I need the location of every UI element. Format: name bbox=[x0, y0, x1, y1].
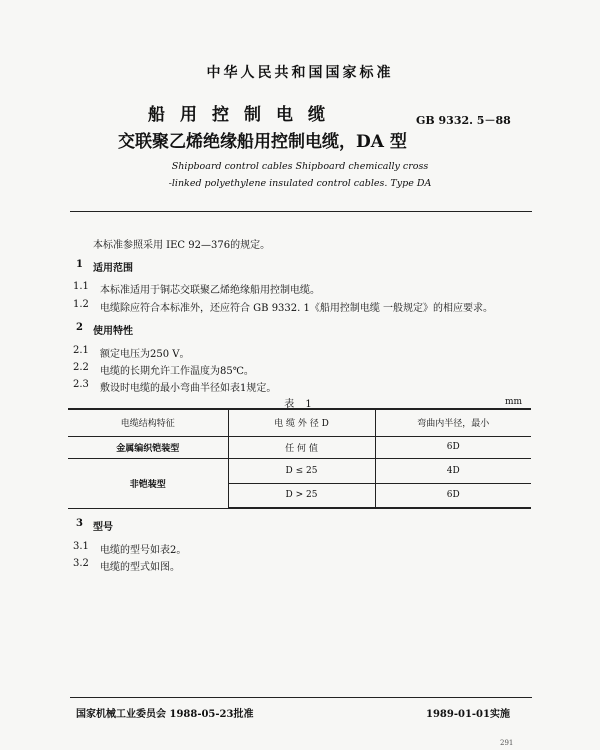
bending-radius-table bbox=[68, 408, 531, 509]
table-cell: D > 25 bbox=[228, 483, 375, 508]
clause-text: 额定电压为250 V。 bbox=[100, 349, 190, 360]
section-number: 3 bbox=[76, 518, 83, 529]
section-title: 适用范围 bbox=[93, 263, 133, 274]
issuing-org-heading: 中华人民共和国国家标准 bbox=[206, 65, 394, 81]
clause-text: 电缆的型式如图。 bbox=[100, 562, 180, 573]
table-header-cell: 弯曲内半径，最小 bbox=[375, 409, 531, 436]
english-title-line-1: Shipboard control cables Shipboard chemically cross bbox=[171, 161, 429, 172]
clause-number: 2.2 bbox=[73, 362, 89, 373]
clause-text: 电缆的长期允许工作温度为85℃。 bbox=[100, 366, 254, 377]
clause-text: 电缆除应符合本标准外，还应符合 GB 9332. 1《船用控制电缆 一般规定》的相应要求。 bbox=[100, 303, 494, 314]
document-title-line-2: 交联聚乙烯绝缘船用控制电缆，DA 型 bbox=[118, 132, 407, 152]
clause-number: 1.1 bbox=[73, 281, 89, 292]
table-row bbox=[68, 436, 531, 458]
clause-number: 1.2 bbox=[73, 299, 89, 310]
standard-number: GB 9332. 5－88 bbox=[416, 114, 511, 127]
approval-date: 国家机械工业委员会 1988-05-23批准 bbox=[76, 709, 254, 720]
table-cell: 非铠装型 bbox=[68, 458, 228, 508]
table-cell: 6D bbox=[375, 483, 531, 508]
header-divider bbox=[70, 211, 532, 212]
table-header-cell: 电缆结构特征 bbox=[68, 409, 228, 436]
section-title: 使用特性 bbox=[93, 326, 133, 337]
english-title-line-2: -linked polyethylene insulated control cables. Type DA bbox=[168, 178, 432, 189]
table-caption: 表 1 bbox=[284, 399, 316, 410]
clause-number: 2.3 bbox=[73, 379, 89, 390]
table-unit: mm bbox=[505, 397, 523, 407]
table-cell: D ≤ 25 bbox=[228, 458, 375, 483]
clause-number: 3.2 bbox=[73, 558, 89, 569]
table-cell: 4D bbox=[375, 458, 531, 483]
table-cell: 任 何 值 bbox=[228, 436, 375, 458]
table-header-row bbox=[68, 409, 531, 436]
clause-number: 3.1 bbox=[73, 541, 89, 552]
table-header-cell: 电 缆 外 径 D bbox=[228, 409, 375, 436]
clause-text: 本标准适用于铜芯交联聚乙烯绝缘船用控制电缆。 bbox=[100, 285, 320, 296]
table-row bbox=[68, 458, 531, 483]
table-cell: 金属编织铠装型 bbox=[68, 436, 228, 458]
clause-text: 敷设时电缆的最小弯曲半径如表1规定。 bbox=[100, 383, 277, 394]
section-number: 1 bbox=[76, 259, 83, 270]
intro-paragraph: 本标准参照采用 IEC 92—376的规定。 bbox=[93, 240, 271, 251]
effective-date: 1989-01-01实施 bbox=[426, 709, 510, 720]
section-number: 2 bbox=[76, 322, 83, 333]
section-title: 型号 bbox=[93, 522, 113, 533]
footer-divider bbox=[70, 697, 532, 698]
page-number: 291 bbox=[500, 739, 514, 747]
clause-text: 电缆的型号如表2。 bbox=[100, 545, 187, 556]
clause-number: 2.1 bbox=[73, 345, 89, 356]
document-title-line-1: 船用控制电缆 bbox=[148, 105, 340, 125]
table-cell: 6D bbox=[375, 436, 531, 458]
